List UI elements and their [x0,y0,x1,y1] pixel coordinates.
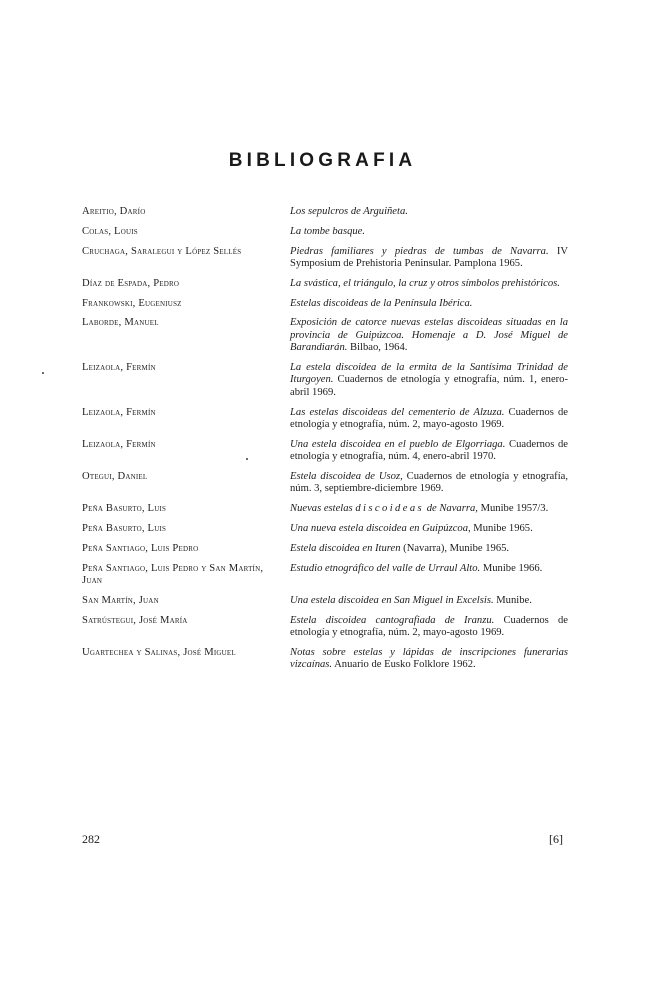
page-number: 282 [82,832,100,846]
work-publication-segment: (Navarra), Munibe 1965. [400,542,510,554]
work-publication-segment: Cuadernos de etnología y etnografía, núm. 2, mayo-agosto 1969. [290,406,568,431]
work-publication-segment: Cuadernos de etnología y etnografía, núm. 1, enero-abril 1969. [290,374,568,398]
work-title-segment: Notas sobre estelas y lápidas de inscripciones funerarias vizcaínas. [290,646,568,671]
work-publication-segment: Munibe 1965. [470,523,533,535]
entry-author: Peña Santiago, Luis Pedro [82,542,199,554]
work-title-segment: Una nueva estela discoidea en Guipúzcoa, [290,523,471,535]
bibliography-entry [82,523,568,535]
work-publication-segment: Cuadernos de etnología y etnografía, núm. 2, mayo-agosto 1969. [290,614,568,639]
page-title: BIBLIOGRAFIA [228,150,417,171]
entry-author: Colas, Louis [82,225,138,237]
entry-work [290,523,568,535]
entry-author: Ugartechea y Salinas, José Miguel [82,646,236,658]
entry-author: Díaz de Espada, Pedro [82,277,180,289]
entry-author: Frankowski, Eugeniusz [82,297,182,309]
work-title-segment: La tombe basque. [290,225,366,237]
entry-work [290,317,568,354]
work-title-segment: Estela discoidea cantografiada de Iranzu. [290,614,495,626]
work-title-segment: de Navarra, [424,503,478,515]
entry-work [290,206,568,218]
entry-work [290,246,568,271]
entry-author: Areitio, Darío [82,206,146,217]
bibliography-entry [82,298,568,310]
entry-work [290,471,568,496]
entry-author: Otegui, Daniel [82,471,148,483]
bibliography-entry [82,278,568,290]
entry-author: San Martín, Juan [82,594,159,606]
work-publication-segment: Munibe 1957/3. [477,503,549,515]
work-publication-segment: IV Symposium de Prehistoria Peninsular. Pamplona 1965. [290,245,568,269]
entry-author: Leizaola, Fermín [82,406,156,418]
work-title-segment: La estela discoidea de la ermita de la Santísima Trinidad de Iturgoyen. [290,362,568,386]
bibliography-entry [82,206,568,218]
bibliography-entry [82,246,568,271]
work-title-segment: Nuevas estelas [290,503,356,515]
entry-author: Peña Basurto, Luis [82,523,167,535]
entry-work [290,647,568,672]
entry-author: Laborde, Manuel [82,317,159,329]
bibliography-entry [82,647,568,672]
bibliography-entry [82,615,568,640]
entry-author: Leizaola, Fermín [82,438,156,450]
entry-work [290,503,568,515]
bibliography-entry [82,503,568,515]
entry-work [290,362,568,399]
bibliography-entry [82,543,568,555]
page-reference: [6] [549,832,563,846]
work-publication-segment: Cuadernos de etnología y etnografía, núm. 4, enero-abril 1970. [290,438,568,463]
entry-work [290,226,568,238]
work-publication-segment: Cuadernos de etnología y etnografía, núm. 3, septiembre-diciembre 1969. [290,471,568,495]
work-title-segment: Las estelas discoideas del cementerio de Alzuza. [290,406,505,418]
work-title-segment: Estela discoidea en Ituren [290,542,401,554]
bibliography-entry [82,563,568,588]
work-title-segment: Una estela discoidea en el pueblo de Elgorriaga. [290,438,506,450]
bibliography-entry [82,226,568,238]
entry-work [290,298,568,310]
bibliography-entry [82,362,568,399]
work-title-segment: Estudio etnográfico del valle de Urraul Alto. [290,562,481,574]
work-title-segment: Exposición de catorce nuevas estelas discoideas situadas en la provincia de Guipúzcoa. Homenaje a D. José Miguel de Barandiarán. [290,317,568,354]
entry-work [290,407,568,432]
bibliography-entry [82,317,568,354]
work-title-segment: Estela discoidea de Usoz, [290,471,403,483]
bibliography-list [82,206,568,679]
entry-work [290,615,568,640]
bibliography-entry [82,407,568,432]
scan-speck [42,372,44,374]
entry-author: Peña Santiago, Luis Pedro y San Martín, Juan [82,562,264,587]
work-publication-segment: Bilbao, 1964. [347,342,408,354]
entry-author: Cruchaga, Saralegui y López Sellés [82,245,242,257]
bibliography-entry [82,471,568,496]
work-title-segment: La svástica, el triángulo, la cruz y otros símbolos prehistóricos. [290,277,560,289]
bibliography-entry [82,595,568,607]
entry-work [290,439,568,464]
work-title-segment: Estelas discoideas de la Península Ibérica. [290,297,473,309]
entry-work [290,543,568,555]
entry-work [290,563,568,575]
work-title-segment: discoideas [355,503,425,515]
work-publication-segment: Munibe 1966. [480,562,543,574]
entry-author: Leizaola, Fermín [82,362,156,373]
work-publication-segment: Munibe. [493,594,532,606]
bibliography-entry [82,439,568,464]
entry-author: Satrústegui, José María [82,614,188,626]
work-publication-segment: Anuario de Eusko Folklore 1962. [332,659,476,671]
entry-work [290,595,568,607]
work-title-segment: Piedras familiares y piedras de tumbas de Navarra. [290,245,549,257]
scan-speck [246,458,248,460]
entry-author: Peña Basurto, Luis [82,503,167,515]
work-title-segment: Los sepulcros de Arguiñeta. [290,206,408,217]
entry-work [290,278,568,290]
work-title-segment: Una estela discoidea en San Miguel in Excelsis. [290,594,494,606]
